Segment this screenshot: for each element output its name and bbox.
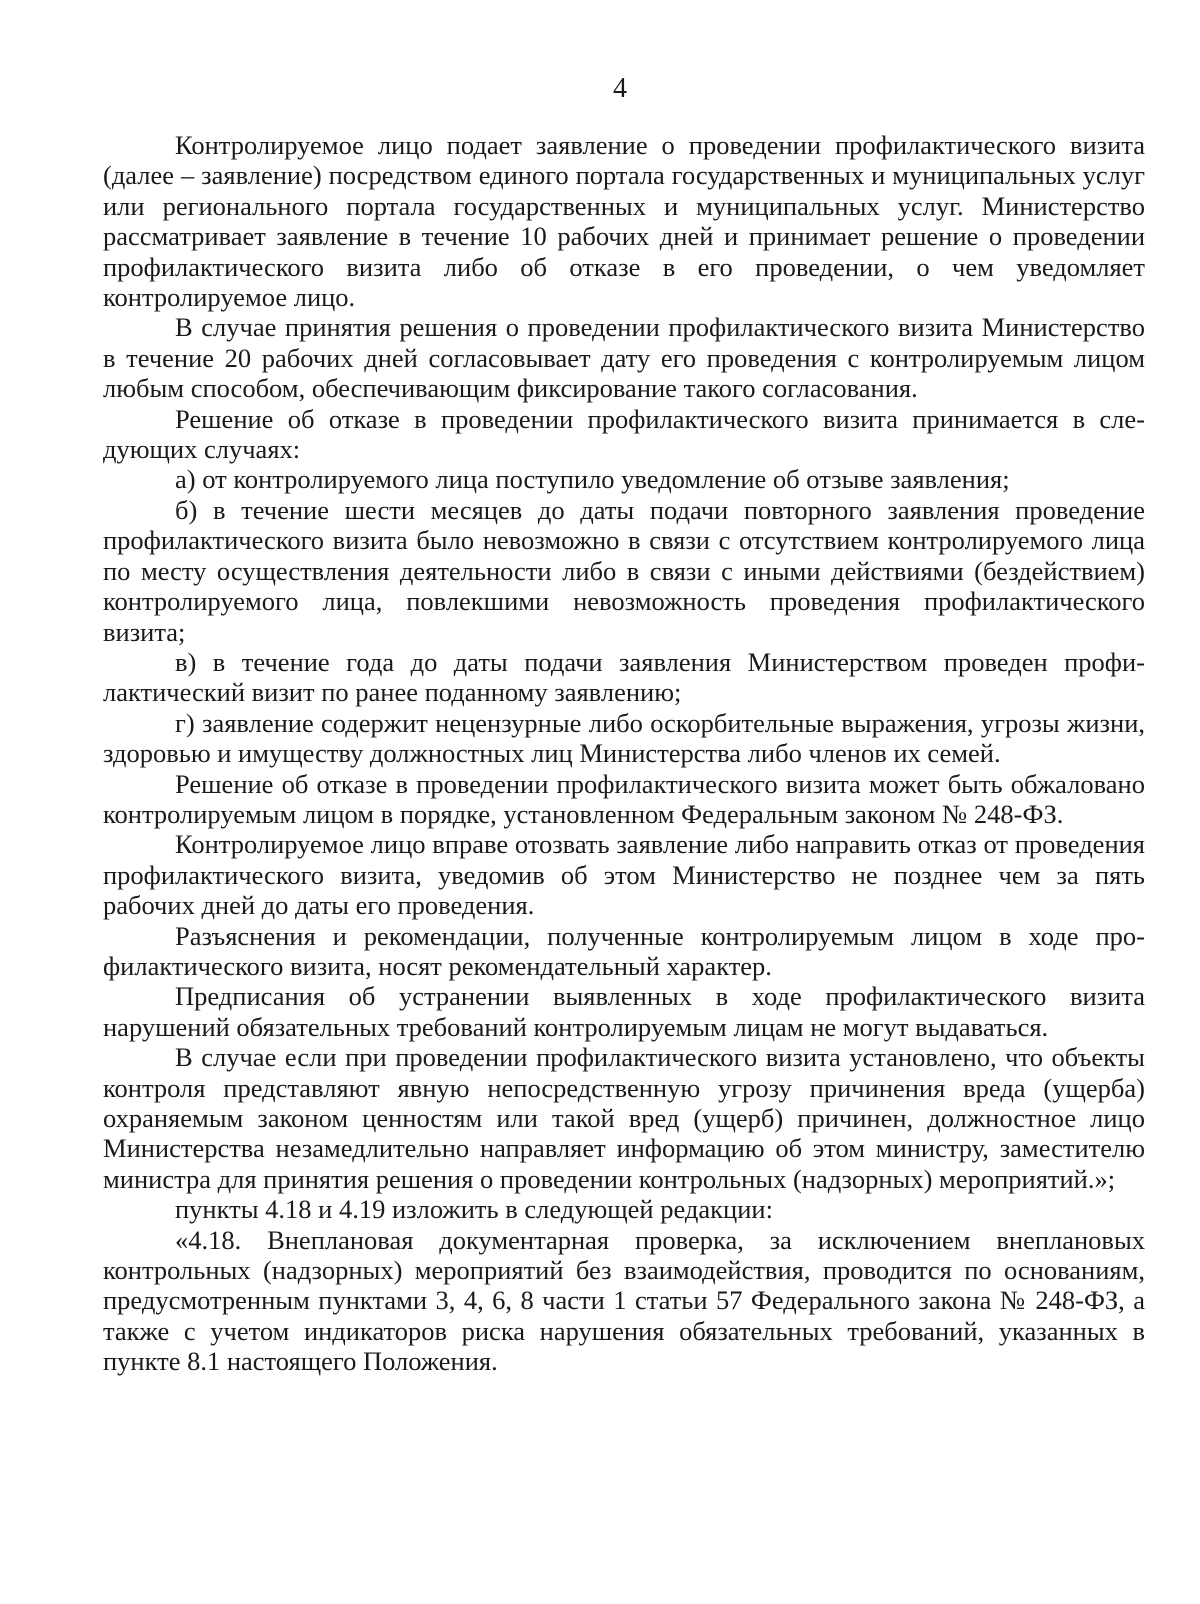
paragraph: В случае если при проведении профилактического визита установлено, что объекты контроля представляют явную непосредственную угрозу причинения вреда (ущерба) охраняемым законом ценностям или такой вред (ущерб) причинен, должностное лицо Министерства незамедлительно направляет информацию об этом министру, заместителю министра для принятия решения о проведении контрольных (надзорных) мероприятий.»;	[103, 1042, 1145, 1194]
paragraph: В случае принятия решения о проведении профилактического визита Министерство в течение 20 рабочих дней согласовывает дату его проведения с контролируемым лицом любым способом, обеспечивающим фиксирование такого согласования.	[103, 312, 1145, 404]
paragraph: Контролируемое лицо подает заявление о проведении профилактического визита (далее – заявление) посредством единого портала государственных и муниципальных услуг или регионального портала государственных и муниципальных услуг. Министерство рассматривает заявление в течение 10 рабочих дней и принимает решение о проведении профилактического визита либо об отказе в его проведении, о чем уведомляет контролируемое лицо.	[103, 130, 1145, 313]
list-item: г) заявление содержит нецензурные либо оскорбительные выражения, угрозы жизни, здоровью и имуществу должностных лиц Министерства либо членов их семей.	[103, 707, 1145, 769]
list-item: а) от контролируемого лица поступило уведомление об отзыве заявления;	[175, 464, 1010, 495]
paragraph: Решение об отказе в проведении профилактического визита принимается в следующих случаях:	[103, 403, 1145, 465]
paragraph: Контролируемое лицо вправе отозвать заявление либо направить отказ от проведения профилактического визита, уведомив об этом Министерство не позднее чем за пять рабочих дней до даты его проведения.	[103, 829, 1145, 921]
page-number: 4	[613, 73, 627, 104]
document-body	[103, 130, 1145, 1377]
list-item: в) в течение года до даты подачи заявления Министерством проведен профилактический визит по ранее поданному заявлению;	[103, 646, 1145, 708]
list-item: б) в течение шести месяцев до даты подачи повторного заявления проведение профилактического визита было невозможно в связи с отсутствием контролируемого лица по месту осуществления деятельности либо в связи с иными действиями (бездействием) контролируемого лица, повлекшими невозможность проведения профилактического визита;	[103, 494, 1145, 647]
paragraph: Разъяснения и рекомендации, полученные контролируемым лицом в ходе профилактического визита, носят рекомендательный характер.	[103, 920, 1145, 981]
paragraph: «4.18. Внеплановая документарная проверка, за исключением внеплановых контрольных (надзорных) мероприятий без взаимодействия, проводится по основаниям, предусмотренным пунктами 3, 4, 6, 8 части 1 статьи 57 Федерального закона № 248-ФЗ, а также с учетом индикаторов риска нарушения обязательных требований, указанных в пункте 8.1 настоящего Положения.	[103, 1224, 1145, 1377]
paragraph: пункты 4.18 и 4.19 изложить в следующей редакции:	[175, 1194, 773, 1225]
paragraph: Решение об отказе в проведении профилактического визита может быть обжаловано контролируемым лицом в порядке, установленном Федеральным законом № 248-ФЗ.	[103, 768, 1145, 829]
paragraph: Предписания об устранении выявленных в ходе профилактического визита нарушений обязательных требований контролируемым лицам не могут выдаваться.	[103, 981, 1145, 1042]
